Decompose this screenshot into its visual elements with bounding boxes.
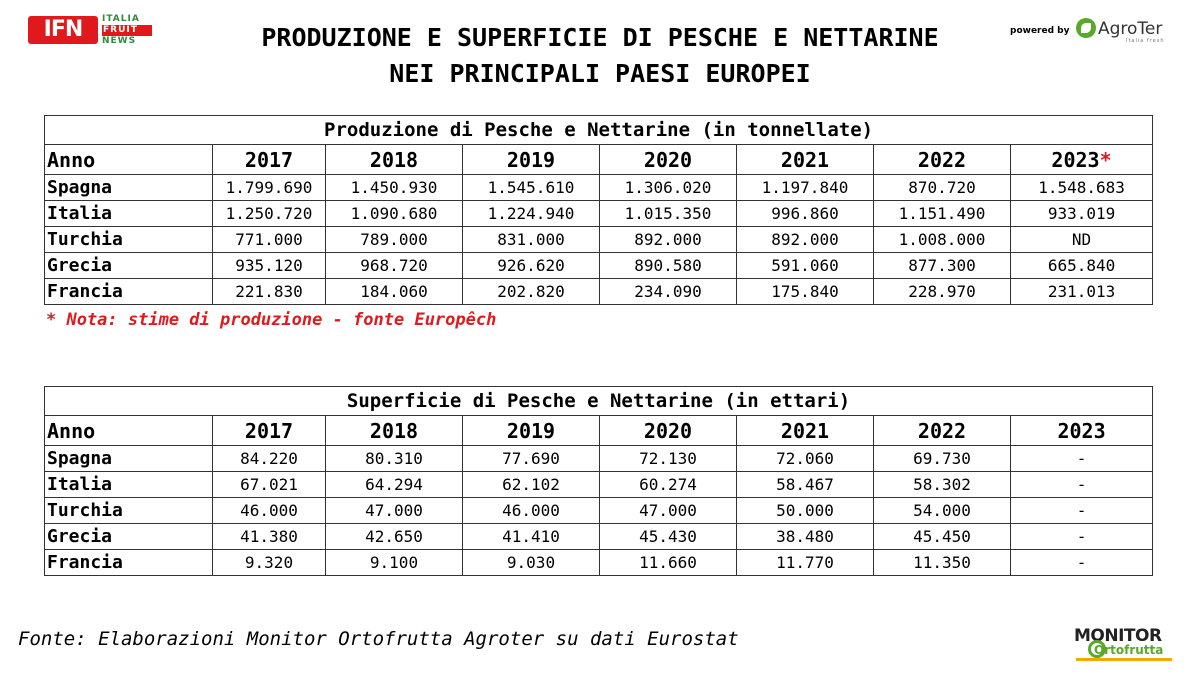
production-value-cell: 221.830 xyxy=(213,279,326,305)
table-row xyxy=(45,550,1153,576)
ifn-logo-word-fruit: FRUIT xyxy=(102,25,152,36)
surface-year-header: 2020 xyxy=(600,416,737,446)
production-value-cell: 231.013 xyxy=(1011,279,1153,305)
surface-value-cell: 72.060 xyxy=(737,446,874,472)
production-value-cell: 996.860 xyxy=(737,201,874,227)
surface-table-body xyxy=(45,446,1153,576)
estimate-asterisk: * xyxy=(1099,147,1112,172)
production-value-cell: 892.000 xyxy=(600,227,737,253)
surface-caption: Superficie di Pesche e Nettarine (in ettari) xyxy=(45,387,1153,416)
surface-value-cell: - xyxy=(1011,550,1153,576)
leaf-icon xyxy=(1076,18,1096,38)
surface-value-cell: 80.310 xyxy=(326,446,463,472)
surface-value-cell: 9.320 xyxy=(213,550,326,576)
production-table xyxy=(44,115,1153,305)
production-value-cell: 234.090 xyxy=(600,279,737,305)
table-row xyxy=(45,201,1153,227)
production-value-cell: 1.450.930 xyxy=(326,175,463,201)
production-value-cell: 665.840 xyxy=(1011,253,1153,279)
production-value-cell: 892.000 xyxy=(737,227,874,253)
surface-value-cell: 11.350 xyxy=(874,550,1011,576)
surface-country-label: Grecia xyxy=(45,524,213,550)
monitor-ortofrutta-logo xyxy=(1074,626,1178,662)
production-value-cell: 890.580 xyxy=(600,253,737,279)
production-year-2023: 2023 xyxy=(1051,147,1100,172)
production-value-cell: 926.620 xyxy=(463,253,600,279)
surface-year-header: 2017 xyxy=(213,416,326,446)
surface-value-cell: 60.274 xyxy=(600,472,737,498)
page-title xyxy=(150,20,1050,92)
production-country-label: Spagna xyxy=(45,175,213,201)
surface-country-label: Italia xyxy=(45,472,213,498)
production-value-cell: ND xyxy=(1011,227,1153,253)
production-caption: Produzione di Pesche e Nettarine (in tonnellate) xyxy=(45,116,1153,145)
production-value-cell: 789.000 xyxy=(326,227,463,253)
sponsor-brand: AgroTer xyxy=(1098,19,1163,39)
surface-value-cell: 9.030 xyxy=(463,550,600,576)
production-year-header: 2019 xyxy=(463,145,600,175)
production-value-cell: 1.197.840 xyxy=(737,175,874,201)
production-value-cell: 591.060 xyxy=(737,253,874,279)
ifn-logo-word-news: NEWS xyxy=(102,36,137,46)
production-value-cell: 1.545.610 xyxy=(463,175,600,201)
surface-value-cell: 84.220 xyxy=(213,446,326,472)
page-title-line-2: NEI PRINCIPALI PAESI EUROPEI xyxy=(389,59,811,88)
ifn-logo-badge: IFN xyxy=(28,16,98,44)
surface-value-cell: 64.294 xyxy=(326,472,463,498)
surface-value-cell: - xyxy=(1011,524,1153,550)
table-row xyxy=(45,175,1153,201)
surface-country-label: Turchia xyxy=(45,498,213,524)
production-value-cell: 202.820 xyxy=(463,279,600,305)
table-row xyxy=(45,227,1153,253)
production-value-cell: 1.306.020 xyxy=(600,175,737,201)
surface-value-cell: 45.450 xyxy=(874,524,1011,550)
production-year-header: 2022 xyxy=(874,145,1011,175)
powered-by-label: powered by xyxy=(1010,26,1070,36)
surface-country-label: Spagna xyxy=(45,446,213,472)
production-header-row xyxy=(45,145,1153,175)
production-country-label: Francia xyxy=(45,279,213,305)
production-value-cell: 175.840 xyxy=(737,279,874,305)
surface-year-header: 2022 xyxy=(874,416,1011,446)
surface-value-cell: 50.000 xyxy=(737,498,874,524)
production-value-cell: 1.015.350 xyxy=(600,201,737,227)
surface-value-cell: 69.730 xyxy=(874,446,1011,472)
surface-value-cell: 41.380 xyxy=(213,524,326,550)
surface-value-cell: 11.770 xyxy=(737,550,874,576)
source-footnote: Fonte: Elaborazioni Monitor Ortofrutta Agroter su dati Eurostat xyxy=(18,628,739,650)
production-value-cell: 184.060 xyxy=(326,279,463,305)
surface-value-cell: 42.650 xyxy=(326,524,463,550)
production-table-body xyxy=(45,175,1153,305)
surface-value-cell: 72.130 xyxy=(600,446,737,472)
surface-table xyxy=(44,386,1153,576)
production-country-label: Grecia xyxy=(45,253,213,279)
production-value-cell: 935.120 xyxy=(213,253,326,279)
sponsor-logo xyxy=(1010,16,1175,46)
production-value-cell: 933.019 xyxy=(1011,201,1153,227)
surface-corner-label: Anno xyxy=(45,416,213,446)
ifn-logo-word-italia: ITALIA xyxy=(102,14,140,24)
table-row xyxy=(45,472,1153,498)
surface-value-cell: 58.302 xyxy=(874,472,1011,498)
production-year-header: 2021 xyxy=(737,145,874,175)
surface-header-row xyxy=(45,416,1153,446)
production-year-header: 2020 xyxy=(600,145,737,175)
production-corner-label: Anno xyxy=(45,145,213,175)
ifn-logo xyxy=(28,14,148,48)
sponsor-tagline: Italia fresh xyxy=(1126,38,1165,44)
monitor-logo-line-1: MONITOR xyxy=(1074,626,1162,646)
surface-value-cell: 47.000 xyxy=(600,498,737,524)
production-value-cell: 771.000 xyxy=(213,227,326,253)
table-row xyxy=(45,279,1153,305)
production-value-cell: 968.720 xyxy=(326,253,463,279)
production-country-label: Italia xyxy=(45,201,213,227)
production-value-cell: 1.799.690 xyxy=(213,175,326,201)
surface-value-cell: 67.021 xyxy=(213,472,326,498)
production-value-cell: 831.000 xyxy=(463,227,600,253)
surface-value-cell: 41.410 xyxy=(463,524,600,550)
production-year-header: 2017 xyxy=(213,145,326,175)
production-country-label: Turchia xyxy=(45,227,213,253)
surface-value-cell: 11.660 xyxy=(600,550,737,576)
surface-value-cell: 47.000 xyxy=(326,498,463,524)
surface-value-cell: 45.430 xyxy=(600,524,737,550)
estimate-note: * Nota: stime di produzione - fonte Europêch xyxy=(46,310,497,330)
surface-year-header: 2018 xyxy=(326,416,463,446)
production-value-cell: 877.300 xyxy=(874,253,1011,279)
surface-year-header: 2019 xyxy=(463,416,600,446)
production-year-header: 2018 xyxy=(326,145,463,175)
surface-value-cell: 58.467 xyxy=(737,472,874,498)
surface-value-cell: 46.000 xyxy=(213,498,326,524)
surface-year-header: 2021 xyxy=(737,416,874,446)
production-year-header-last xyxy=(1011,145,1153,175)
table-row xyxy=(45,253,1153,279)
table-row xyxy=(45,446,1153,472)
surface-value-cell: - xyxy=(1011,472,1153,498)
surface-value-cell: 62.102 xyxy=(463,472,600,498)
logo-underline xyxy=(1076,658,1172,661)
table-row xyxy=(45,524,1153,550)
page-title-line-1: PRODUZIONE E SUPERFICIE DI PESCHE E NETTARINE xyxy=(261,23,939,52)
surface-value-cell: 54.000 xyxy=(874,498,1011,524)
production-value-cell: 1.224.940 xyxy=(463,201,600,227)
production-value-cell: 228.970 xyxy=(874,279,1011,305)
surface-value-cell: 9.100 xyxy=(326,550,463,576)
production-value-cell: 1.151.490 xyxy=(874,201,1011,227)
surface-year-header: 2023 xyxy=(1011,416,1153,446)
production-value-cell: 1.008.000 xyxy=(874,227,1011,253)
production-value-cell: 870.720 xyxy=(874,175,1011,201)
production-value-cell: 1.548.683 xyxy=(1011,175,1153,201)
production-value-cell: 1.250.720 xyxy=(213,201,326,227)
surface-value-cell: 38.480 xyxy=(737,524,874,550)
surface-country-label: Francia xyxy=(45,550,213,576)
surface-value-cell: 77.690 xyxy=(463,446,600,472)
ifn-logo-words xyxy=(102,14,152,47)
production-value-cell: 1.090.680 xyxy=(326,201,463,227)
monitor-logo-line-2: Ortofrutta xyxy=(1094,643,1164,657)
surface-value-cell: - xyxy=(1011,498,1153,524)
surface-value-cell: 46.000 xyxy=(463,498,600,524)
table-row xyxy=(45,498,1153,524)
surface-value-cell: - xyxy=(1011,446,1153,472)
